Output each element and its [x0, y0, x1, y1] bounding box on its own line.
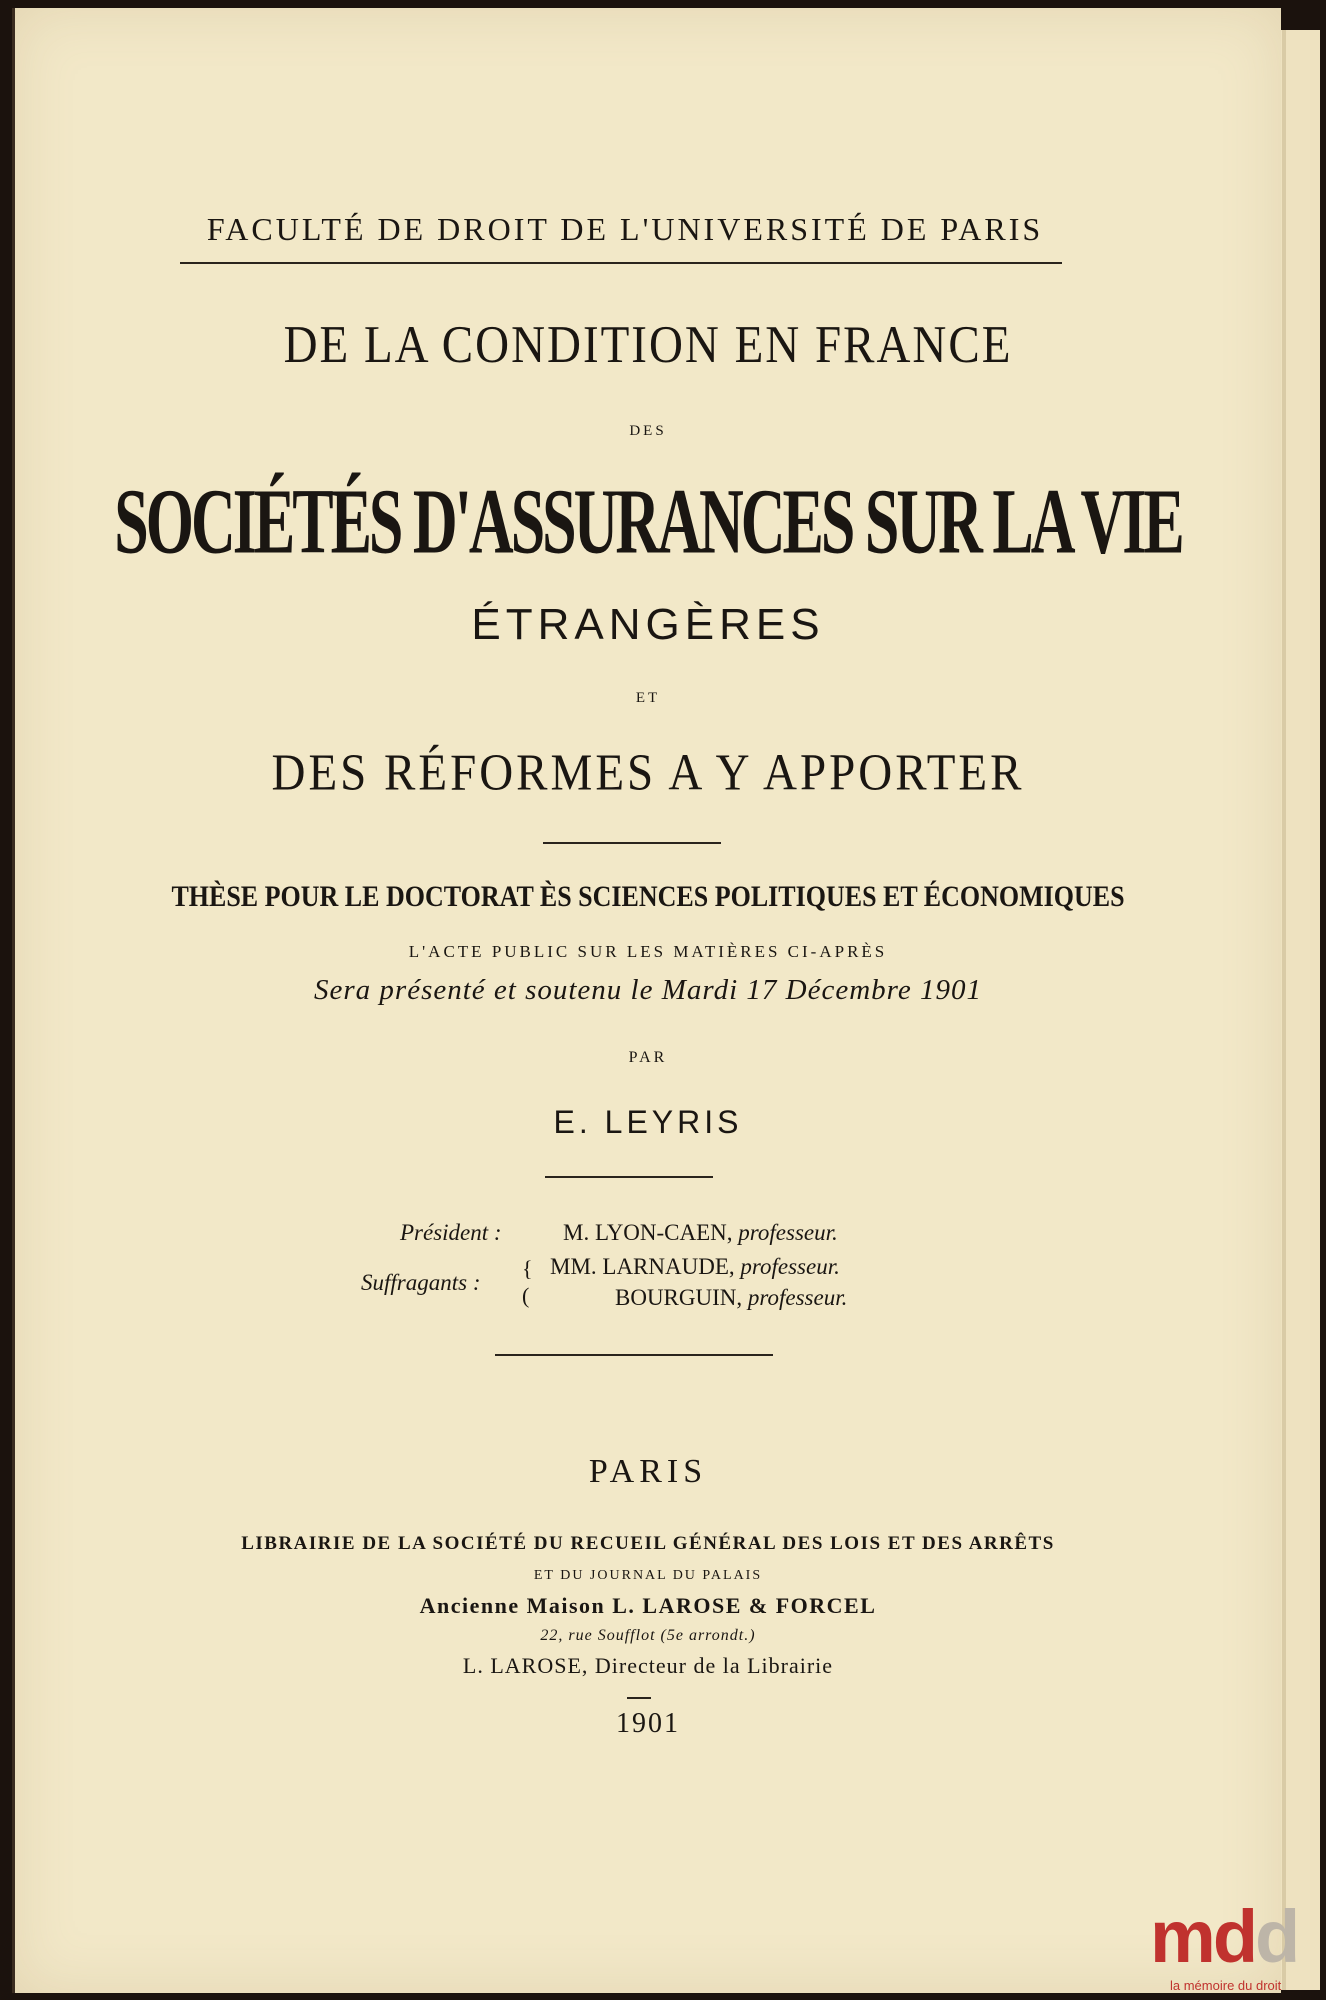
divider-rule — [545, 1176, 713, 1178]
title-line-4: DES RÉFORMES A Y APPORTER — [271, 744, 1025, 802]
title-line-3: ÉTRANGÈRES — [471, 600, 825, 649]
imprint-year: 1901 — [616, 1708, 680, 1739]
logo-letters: mdd — [1150, 1895, 1298, 1978]
by-label: PAR — [628, 1049, 668, 1066]
suffragants-label: Suffragants : — [361, 1270, 481, 1295]
imprint-librairie: LIBRAIRIE DE LA SOCIÉTÉ DU RECUEIL GÉNÉRAL DES LOIS ET DES ARRÊTS — [241, 1533, 1055, 1554]
president-title: professeur. — [738, 1220, 838, 1245]
small-rule — [627, 1697, 651, 1699]
logo-tagline: la mémoire du droit — [1170, 1978, 1282, 1993]
divider-rule — [543, 842, 721, 844]
jury-president — [563, 1220, 838, 1246]
jury-suffragants-row — [361, 1270, 480, 1296]
faculty-heading: FACULTÉ DE DROIT DE L'UNIVERSITÉ DE PARIS — [206, 211, 1044, 247]
imprint-maison: Ancienne Maison L. LAROSE & FORCEL — [419, 1593, 877, 1618]
imprint-journal: ET DU JOURNAL DU PALAIS — [533, 1568, 763, 1583]
suffragant-2-name: BOURGUIN, — [615, 1285, 743, 1310]
imprint-directeur: L. LAROSE, Directeur de la Librairie — [462, 1653, 834, 1678]
imprint-address: 22, rue Soufflot (5e arrondt.) — [540, 1627, 756, 1644]
faculty-rule — [180, 262, 1062, 264]
divider-rule — [495, 1354, 773, 1356]
jury-suffragant-2 — [615, 1285, 847, 1311]
title-connector-et: ET — [635, 690, 661, 706]
author-name: E. LEYRIS — [553, 1104, 743, 1140]
suffragant-1-title: professeur. — [740, 1254, 840, 1279]
thesis-description: THÈSE POUR LE DOCTORAT ÈS SCIENCES POLITIQUES ET ÉCONOMIQUES — [171, 879, 1125, 914]
page-stack-edge — [1282, 30, 1286, 1990]
title-page — [12, 8, 1281, 1993]
title-connector-des: DES — [629, 423, 667, 439]
defense-date: Sera présenté et soutenu le Mardi 17 Décembre 1901 — [314, 974, 982, 1006]
president-name: M. LYON-CAEN, — [563, 1220, 733, 1245]
jury-suffragant-1 — [550, 1254, 840, 1280]
title-line-1: DE LA CONDITION EN FRANCE — [283, 315, 1013, 375]
imprint-city: PARIS — [588, 1453, 708, 1490]
suffragant-2-title: professeur. — [747, 1285, 848, 1310]
acte-public-line: L'ACTE PUBLIC SUR LES MATIÈRES CI-APRÈS — [408, 942, 888, 961]
brace-bottom: ( — [522, 1283, 530, 1308]
title-main: SOCIÉTÉS D'ASSURANCES SUR LA VIE — [114, 471, 1182, 574]
brace-top: { — [522, 1256, 533, 1281]
suffragant-1-name: MM. LARNAUDE, — [550, 1254, 735, 1279]
jury-president-row — [400, 1220, 502, 1246]
president-label: Président : — [400, 1220, 502, 1245]
mdd-watermark-logo — [1150, 1895, 1326, 2000]
